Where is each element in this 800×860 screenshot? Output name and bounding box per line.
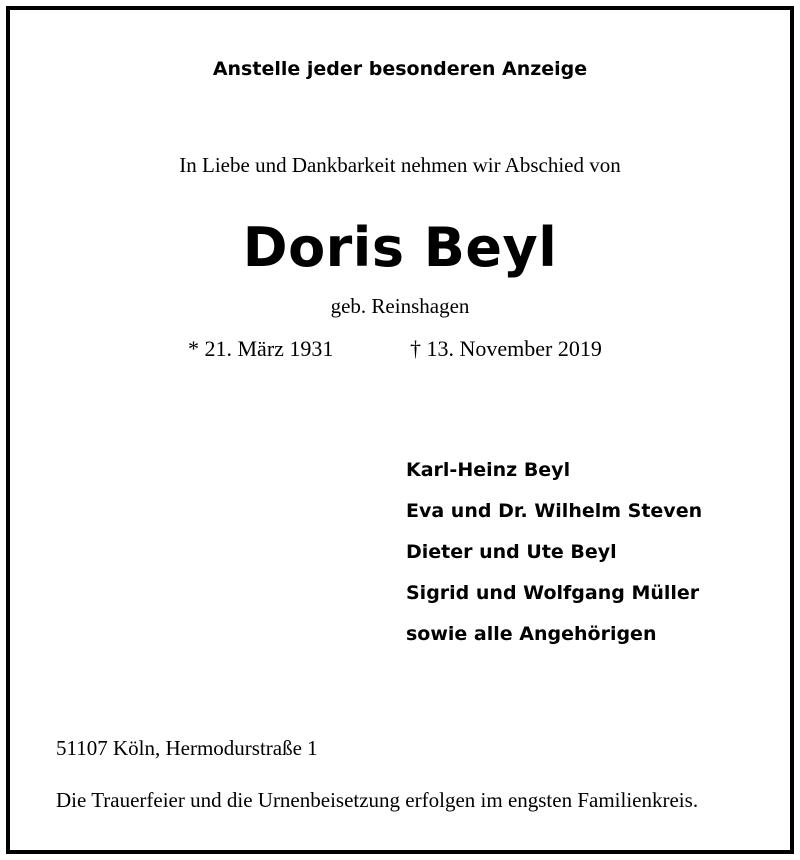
birth-date: * 21. März 1931 <box>188 336 334 361</box>
mourner-item: Dieter und Ute Beyl <box>406 541 617 563</box>
obituary-frame <box>6 6 794 854</box>
intro-text: In Liebe und Dankbarkeit nehmen wir Abschied von <box>179 153 621 177</box>
mourner-item: Karl-Heinz Beyl <box>406 459 571 481</box>
life-dates <box>10 336 790 364</box>
death-date: † 13. November 2019 <box>410 336 602 361</box>
mourner-item: Eva und Dr. Wilhelm Steven <box>406 500 703 522</box>
address: 51107 Köln, Hermodurstraße 1 <box>56 736 318 760</box>
maiden-name: geb. Reinshagen <box>330 294 470 318</box>
mourner-item: Sigrid und Wolfgang Müller <box>406 582 700 604</box>
mourner-item: sowie alle Angehörigen <box>406 623 657 645</box>
mourners-list <box>406 450 702 655</box>
deceased-name: Doris Beyl <box>242 216 558 279</box>
closing-notice: Die Trauerfeier und die Urnenbeisetzung erfolgen im engsten Familienkreis. <box>56 788 699 812</box>
headline: Anstelle jeder besonderen Anzeige <box>212 58 588 80</box>
